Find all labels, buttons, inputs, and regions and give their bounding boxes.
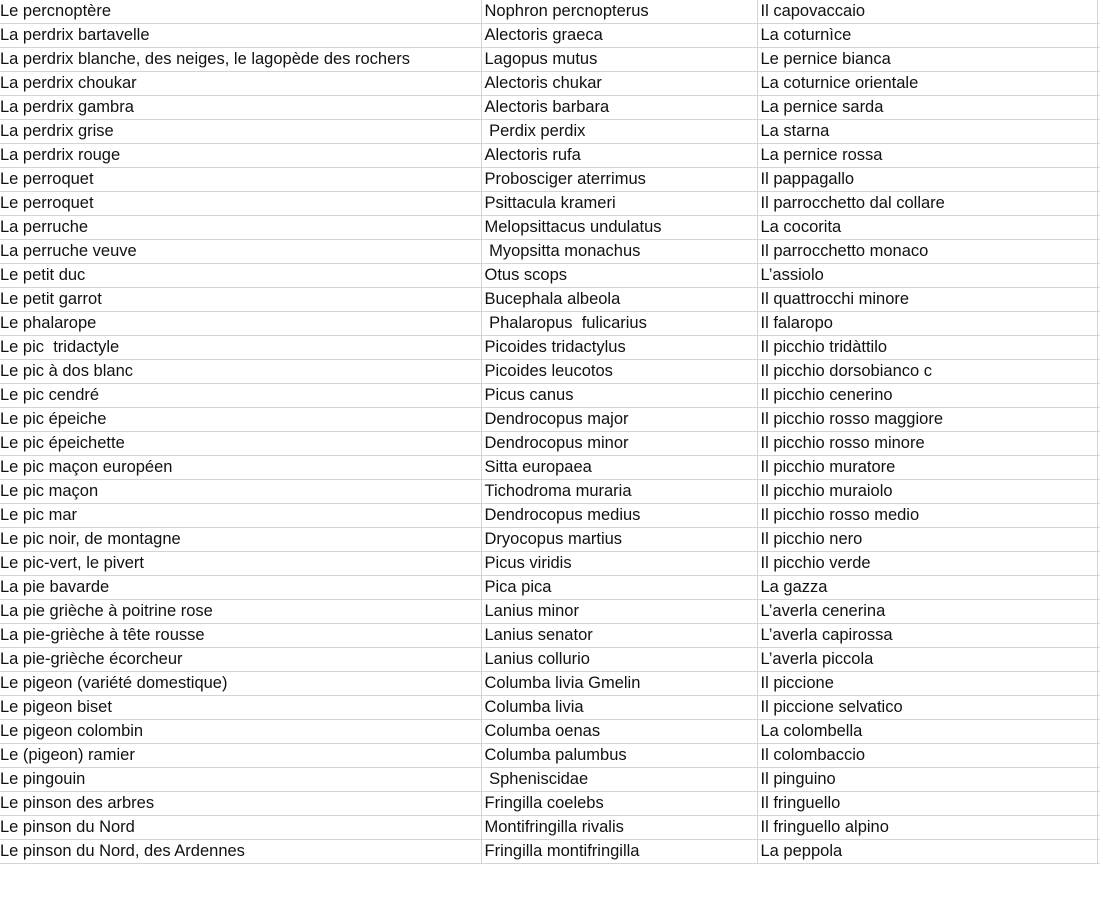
cell-french-name[interactable]: La perdrix grise	[0, 120, 481, 144]
table-row	[0, 480, 1100, 504]
cell-french-name[interactable]: La perdrix gambra	[0, 96, 481, 120]
cell-italian-name[interactable]: Il picchio tridàttilo	[757, 336, 1097, 360]
table-row	[0, 336, 1100, 360]
table-row	[0, 0, 1100, 24]
cell-french-name[interactable]: La pie-grièche à tête rousse	[0, 624, 481, 648]
cell-french-name[interactable]: La perruche	[0, 216, 481, 240]
cell-italian-name[interactable]: La gazza	[757, 576, 1097, 600]
table-row	[0, 552, 1100, 576]
table-row	[0, 24, 1100, 48]
table-row	[0, 720, 1100, 744]
table-row	[0, 624, 1100, 648]
cell-italian-name[interactable]: La colombella	[757, 720, 1097, 744]
cell-latin-name[interactable]: Myopsitta monachus	[481, 240, 757, 264]
cell-italian-name[interactable]: Il capovaccaio	[757, 0, 1097, 24]
cell-french-name[interactable]: La pie grièche à poitrine rose	[0, 600, 481, 624]
cell-latin-name[interactable]: Picoides tridactylus	[481, 336, 757, 360]
cell-french-name[interactable]: Le pigeon biset	[0, 696, 481, 720]
cell-latin-name[interactable]: Alectoris rufa	[481, 144, 757, 168]
cell-italian-name[interactable]: La starna	[757, 120, 1097, 144]
table-row	[0, 216, 1100, 240]
cell-italian-name[interactable]: Il pinguino	[757, 768, 1097, 792]
cell-latin-name[interactable]: Phalaropus fulicarius	[481, 312, 757, 336]
cell-italian-name[interactable]: Il pappagallo	[757, 168, 1097, 192]
cell-italian-name[interactable]: La coturnice orientale	[757, 72, 1097, 96]
cell-french-name[interactable]: Le pic noir, de montagne	[0, 528, 481, 552]
table-row	[0, 168, 1100, 192]
cell-latin-name[interactable]: Lanius senator	[481, 624, 757, 648]
cell-italian-name[interactable]: Il fringuello	[757, 792, 1097, 816]
cell-french-name[interactable]: Le (pigeon) ramier	[0, 744, 481, 768]
cell-french-name[interactable]: La perdrix choukar	[0, 72, 481, 96]
cell-latin-name[interactable]: Probosciger aterrimus	[481, 168, 757, 192]
cell-french-name[interactable]: Le perroquet	[0, 168, 481, 192]
cell-latin-name[interactable]: Columba livia	[481, 696, 757, 720]
table-row	[0, 840, 1100, 864]
table-row	[0, 768, 1100, 792]
cell-italian-name[interactable]: Il piccione	[757, 672, 1097, 696]
cell-french-name[interactable]: La pie bavarde	[0, 576, 481, 600]
cell-italian-name[interactable]: Il picchio muraiolo	[757, 480, 1097, 504]
cell-italian-name[interactable]: La peppola	[757, 840, 1097, 864]
cell-latin-name[interactable]: Lanius minor	[481, 600, 757, 624]
cell-french-name[interactable]: Le pic épeichette	[0, 432, 481, 456]
cell-latin-name[interactable]: Dendrocopus minor	[481, 432, 757, 456]
cell-latin-name[interactable]: Otus scops	[481, 264, 757, 288]
cell-italian-name[interactable]: Il parrocchetto dal collare	[757, 192, 1097, 216]
cell-italian-name[interactable]: Il fringuello alpino	[757, 816, 1097, 840]
cell-latin-name[interactable]: Picoides leucotos	[481, 360, 757, 384]
cell-latin-name[interactable]: Lanius collurio	[481, 648, 757, 672]
cell-italian-name[interactable]: Il falaropo	[757, 312, 1097, 336]
cell-french-name[interactable]: La perdrix bartavelle	[0, 24, 481, 48]
cell-italian-name[interactable]: Il quattrocchi minore	[757, 288, 1097, 312]
cell-italian-name[interactable]: La pernice sarda	[757, 96, 1097, 120]
table-row	[0, 432, 1100, 456]
cell-latin-name[interactable]: Alectoris chukar	[481, 72, 757, 96]
cell-french-name[interactable]: Le pinson du Nord	[0, 816, 481, 840]
cell-italian-name[interactable]: Il picchio nero	[757, 528, 1097, 552]
cell-italian-name[interactable]: Il picchio cenerino	[757, 384, 1097, 408]
cell-french-name[interactable]: Le phalarope	[0, 312, 481, 336]
cell-latin-name[interactable]: Dendrocopus medius	[481, 504, 757, 528]
table-row	[0, 792, 1100, 816]
cell-italian-name[interactable]: La pernice rossa	[757, 144, 1097, 168]
cell-french-name[interactable]: Le pigeon colombin	[0, 720, 481, 744]
table-row	[0, 360, 1100, 384]
table-row	[0, 504, 1100, 528]
cell-italian-name[interactable]: Il picchio rosso maggiore	[757, 408, 1097, 432]
table-row	[0, 264, 1100, 288]
cell-french-name[interactable]: Le pigeon (variété domestique)	[0, 672, 481, 696]
cell-italian-name[interactable]: Il picchio muratore	[757, 456, 1097, 480]
cell-french-name[interactable]: La perdrix blanche, des neiges, le lagopède des rochers	[0, 48, 481, 72]
table-row	[0, 672, 1100, 696]
cell-latin-name[interactable]: Columba livia Gmelin	[481, 672, 757, 696]
cell-french-name[interactable]: La perruche veuve	[0, 240, 481, 264]
cell-french-name[interactable]: Le pic cendré	[0, 384, 481, 408]
cell-latin-name[interactable]: Melopsittacus undulatus	[481, 216, 757, 240]
cell-latin-name[interactable]: Picus canus	[481, 384, 757, 408]
cell-latin-name[interactable]: Fringilla montifringilla	[481, 840, 757, 864]
cell-french-name[interactable]: Le pic-vert, le pivert	[0, 552, 481, 576]
cell-french-name[interactable]: Le pinson des arbres	[0, 792, 481, 816]
cell-latin-name[interactable]: Picus viridis	[481, 552, 757, 576]
cell-latin-name[interactable]: Perdix perdix	[481, 120, 757, 144]
cell-french-name[interactable]: Le pingouin	[0, 768, 481, 792]
table-row	[0, 456, 1100, 480]
table-row	[0, 144, 1100, 168]
table-row	[0, 528, 1100, 552]
cell-french-name[interactable]: Le pinson du Nord, des Ardennes	[0, 840, 481, 864]
cell-french-name[interactable]: La pie-grièche écorcheur	[0, 648, 481, 672]
cell-latin-name[interactable]: Columba oenas	[481, 720, 757, 744]
cell-french-name[interactable]: Le perroquet	[0, 192, 481, 216]
cell-latin-name[interactable]: Columba palumbus	[481, 744, 757, 768]
cell-italian-name[interactable]: La cocorita	[757, 216, 1097, 240]
cell-italian-name[interactable]: L’averla piccola	[757, 648, 1097, 672]
cell-latin-name[interactable]: Montifringilla rivalis	[481, 816, 757, 840]
table-row	[0, 648, 1100, 672]
cell-latin-name[interactable]: Tichodroma muraria	[481, 480, 757, 504]
cell-italian-name[interactable]: Il parrocchetto monaco	[757, 240, 1097, 264]
cell-italian-name[interactable]: L’averla capirossa	[757, 624, 1097, 648]
cell-latin-name[interactable]: Bucephala albeola	[481, 288, 757, 312]
cell-french-name[interactable]: Le pic maçon européen	[0, 456, 481, 480]
cell-french-name[interactable]: Le percnoptère	[0, 0, 481, 24]
table-row	[0, 696, 1100, 720]
cell-french-name[interactable]: Le pic tridactyle	[0, 336, 481, 360]
cell-latin-name[interactable]: Dendrocopus major	[481, 408, 757, 432]
cell-latin-name[interactable]: Alectoris graeca	[481, 24, 757, 48]
table-row	[0, 192, 1100, 216]
table-row	[0, 288, 1100, 312]
table-row	[0, 120, 1100, 144]
cell-french-name[interactable]: Le pic mar	[0, 504, 481, 528]
cell-latin-name[interactable]: Fringilla coelebs	[481, 792, 757, 816]
cell-italian-name[interactable]: L’averla cenerina	[757, 600, 1097, 624]
table-row	[0, 816, 1100, 840]
cell-italian-name[interactable]: Il colombaccio	[757, 744, 1097, 768]
table-row	[0, 72, 1100, 96]
cell-french-name[interactable]: La perdrix rouge	[0, 144, 481, 168]
cell-italian-name[interactable]: Il picchio rosso medio	[757, 504, 1097, 528]
table-row	[0, 576, 1100, 600]
cell-latin-name[interactable]: Psittacula krameri	[481, 192, 757, 216]
cell-italian-name[interactable]: La coturnìce	[757, 24, 1097, 48]
table-row	[0, 408, 1100, 432]
cell-latin-name[interactable]: Dryocopus martius	[481, 528, 757, 552]
cell-french-name[interactable]: Le petit garrot	[0, 288, 481, 312]
table-row	[0, 96, 1100, 120]
table-row	[0, 384, 1100, 408]
cell-latin-name[interactable]: Nophron percnopterus	[481, 0, 757, 24]
cell-latin-name[interactable]: Pica pica	[481, 576, 757, 600]
cell-italian-name[interactable]: L’assiolo	[757, 264, 1097, 288]
cell-french-name[interactable]: Le petit duc	[0, 264, 481, 288]
cell-latin-name[interactable]: Alectoris barbara	[481, 96, 757, 120]
cell-latin-name[interactable]: Spheniscidae	[481, 768, 757, 792]
table-row	[0, 48, 1100, 72]
cell-italian-name[interactable]: Il picchio verde	[757, 552, 1097, 576]
cell-italian-name[interactable]: Il piccione selvatico	[757, 696, 1097, 720]
table-row	[0, 312, 1100, 336]
cell-latin-name[interactable]: Sitta europaea	[481, 456, 757, 480]
cell-latin-name[interactable]: Lagopus mutus	[481, 48, 757, 72]
cell-french-name[interactable]: Le pic maçon	[0, 480, 481, 504]
table-row	[0, 744, 1100, 768]
cell-italian-name[interactable]: Il picchio rosso minore	[757, 432, 1097, 456]
table-row	[0, 240, 1100, 264]
table-row	[0, 600, 1100, 624]
cell-italian-name[interactable]: Il picchio dorsobianco c	[757, 360, 1097, 384]
cell-french-name[interactable]: Le pic à dos blanc	[0, 360, 481, 384]
cell-french-name[interactable]: Le pic épeiche	[0, 408, 481, 432]
cell-italian-name[interactable]: Le pernice bianca	[757, 48, 1097, 72]
